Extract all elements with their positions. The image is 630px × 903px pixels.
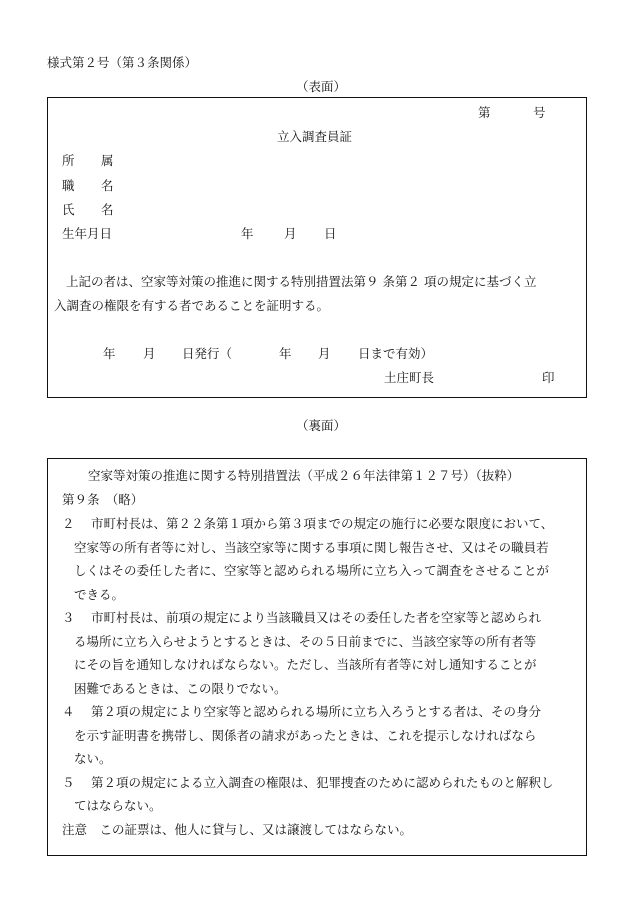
seal-mark: 印 xyxy=(542,370,555,385)
law-item-3: ３ 市町村長は、前項の規定により当該職員又はその委任した者を空家等と認められ る場所に立ち入らせようとするときは、その５日前までに、当該空家等の所有者等 にその旨を通知しなければならない。ただし、当該所有者等に対し通知することが 困難であるときは、この限りでない。 xyxy=(62,610,542,696)
front-side-label: （表面） xyxy=(296,79,347,94)
usage-note: 注意 この証票は、他人に貸与し、又は譲渡してはならない。 xyxy=(62,821,413,837)
field-position-char1: 職 xyxy=(62,178,75,193)
field-affiliation-char2: 属 xyxy=(101,153,114,168)
field-birthdate-label: 生年月日 xyxy=(62,226,113,241)
issue-month-label: 月 xyxy=(143,346,156,361)
law-items xyxy=(62,512,582,841)
field-affiliation-char1: 所 xyxy=(62,153,75,168)
field-name-char1: 氏 xyxy=(62,202,75,217)
certificate-title: 立入調査員証 xyxy=(277,129,353,144)
number-prefix: 第 xyxy=(478,105,491,120)
birth-month-label: 月 xyxy=(284,226,297,241)
issuer-title: 土庄町長 xyxy=(384,370,435,385)
form-number: 様式第２号（第３条関係） xyxy=(47,55,198,70)
item-number: ５ xyxy=(62,774,75,790)
field-name-char2: 名 xyxy=(101,202,114,217)
valid-month-label: 月 xyxy=(318,346,331,361)
valid-year-label: 年 xyxy=(279,346,292,361)
article-9-heading: 第９条 （略） xyxy=(62,492,144,507)
issue-year-label: 年 xyxy=(103,346,116,361)
issue-day-label: 日発行（ xyxy=(182,346,233,361)
birth-day-label: 日 xyxy=(324,226,337,241)
certification-text-line1: 上記の者は、空家等対策の推進に関する特別措置法第９ 条第２ 項の規定に基づく立 xyxy=(66,274,537,289)
number-suffix: 号 xyxy=(533,105,546,120)
front-certificate-box xyxy=(47,97,587,398)
item-number: ２ xyxy=(62,516,75,531)
birth-year-label: 年 xyxy=(241,226,254,241)
item-number: ３ xyxy=(62,610,75,625)
item-number: ４ xyxy=(62,704,75,719)
back-side-label: （裏面） xyxy=(296,418,347,433)
valid-until-label: 日まで有効） xyxy=(358,346,434,361)
law-item-4: ４ 第２項の規定により空家等と認められる場所に立ち入ろうとする者は、その身分 を示す証明書を携帯し、関係者の請求があったときは、これを提示しなければなら ない。 xyxy=(62,704,542,766)
field-position-char2: 名 xyxy=(101,178,114,193)
law-item-2: ２ 市町村長は、第２２条第１項から第３項までの規定の施行に必要な限度において、 空家等の所有者等に対し、当該空家等に関する事項に関し報告させ、又はその職員若 しくはその委任した者に、空家等と認められる場所に立ち入って調査をさせることが できる。 xyxy=(62,516,554,602)
back-certificate-box xyxy=(47,458,587,856)
certification-text-line2: 入調査の権限を有する者であることを証明する。 xyxy=(54,298,330,313)
law-item-5: ５ 第２項の規定による立入調査の権限は、犯罪捜査のために認められたものと解釈し てはならない。 xyxy=(62,774,554,813)
law-title: 空家等対策の推進に関する特別措置法（平成２６年法律第１２７号）（抜粋） xyxy=(88,468,520,483)
